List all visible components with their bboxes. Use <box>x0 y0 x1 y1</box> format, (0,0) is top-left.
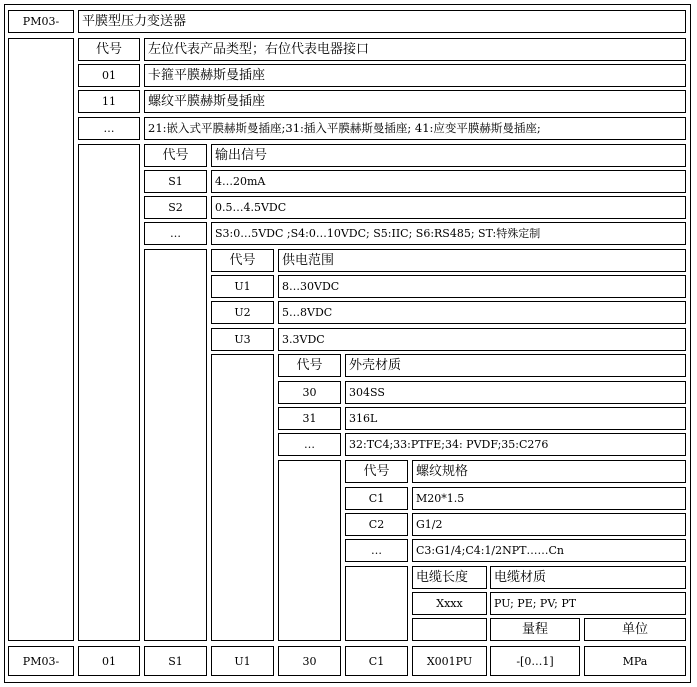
model-column <box>8 38 74 641</box>
output-code-s2: S2 <box>144 196 207 219</box>
thread-desc-header: 螺纹规格 <box>412 460 686 483</box>
example-output: S1 <box>144 646 207 676</box>
example-thread: C1 <box>345 646 408 676</box>
output-desc-header: 输出信号 <box>211 144 686 167</box>
interface-code-more: … <box>78 117 140 140</box>
thread-column <box>345 566 408 641</box>
power-code-u1: U1 <box>211 275 274 298</box>
interface-code-01: 01 <box>78 64 140 87</box>
example-range: -[0…1] <box>490 646 580 676</box>
product-title-cell <box>78 10 686 33</box>
interface-column <box>78 144 140 641</box>
thread-desc-more: C3:G1/4;C4:1/2NPT……Cn <box>412 539 686 562</box>
housing-code-31: 31 <box>278 407 341 430</box>
output-desc-more: S3:0…5VDC ;S4:0…10VDC; S5:IIC; S6:RS485; ST:特殊定制 <box>211 222 686 245</box>
example-model: PM03- <box>8 646 74 676</box>
cable-length-header: 电缆长度 <box>412 566 487 589</box>
example-power: U1 <box>211 646 274 676</box>
power-column <box>211 354 274 641</box>
thread-code-c1: C1 <box>345 487 408 510</box>
housing-desc-more: 32:TC4;33:PTFE;34: PVDF;35:C276 <box>345 433 686 456</box>
example-cable: X001PU <box>412 646 487 676</box>
interface-desc-01: 卡箍平膜赫斯曼插座 <box>144 64 686 87</box>
range-header: 量程 <box>490 618 580 641</box>
thread-desc-c1: M20*1.5 <box>412 487 686 510</box>
thread-code-header: 代号 <box>345 460 408 483</box>
cable-material-header: 电缆材质 <box>490 566 686 589</box>
example-interface: 01 <box>78 646 140 676</box>
output-desc-s2: 0.5…4.5VDC <box>211 196 686 219</box>
interface-code-11: 11 <box>78 90 140 113</box>
interface-desc-more: 21:嵌入式平膜赫斯曼插座;31:插入平膜赫斯曼插座; 41:应变平膜赫斯曼插座; <box>144 117 686 140</box>
cable-length-value: Xxxx <box>412 592 487 615</box>
example-unit: MPa <box>584 646 686 676</box>
power-desc-u2: 5…8VDC <box>278 301 686 324</box>
interface-desc-11: 螺纹平膜赫斯曼插座 <box>144 90 686 113</box>
power-desc-u3: 3.3VDC <box>278 328 686 351</box>
housing-desc-30: 304SS <box>345 381 686 404</box>
output-desc-s1: 4…20mA <box>211 170 686 193</box>
power-code-u2: U2 <box>211 301 274 324</box>
output-code-more: … <box>144 222 207 245</box>
thread-code-more: … <box>345 539 408 562</box>
thread-desc-c2: G1/2 <box>412 513 686 536</box>
interface-desc-header: 左位代表产品类型；右位代表电器接口 <box>144 38 686 61</box>
housing-code-more: … <box>278 433 341 456</box>
interface-code-header: 代号 <box>78 38 140 61</box>
power-desc-u1: 8…30VDC <box>278 275 686 298</box>
model-code: PM03- <box>22 15 60 28</box>
power-code-header: 代号 <box>211 249 274 272</box>
cable-material-value: PU; PE; PV; PT <box>490 592 686 615</box>
example-housing: 30 <box>278 646 341 676</box>
output-code-header: 代号 <box>144 144 207 167</box>
output-column <box>144 249 207 641</box>
housing-desc-header: 外壳材质 <box>345 354 686 377</box>
power-desc-header: 供电范围 <box>278 249 686 272</box>
power-code-u3: U3 <box>211 328 274 351</box>
model-code-cell <box>8 10 74 33</box>
housing-code-30: 30 <box>278 381 341 404</box>
thread-code-c2: C2 <box>345 513 408 536</box>
housing-column <box>278 460 341 641</box>
unit-header: 单位 <box>584 618 686 641</box>
cable-column <box>412 618 487 641</box>
output-code-s1: S1 <box>144 170 207 193</box>
product-title: 平膜型压力变送器 <box>82 14 187 29</box>
housing-desc-31: 316L <box>345 407 686 430</box>
housing-code-header: 代号 <box>278 354 341 377</box>
